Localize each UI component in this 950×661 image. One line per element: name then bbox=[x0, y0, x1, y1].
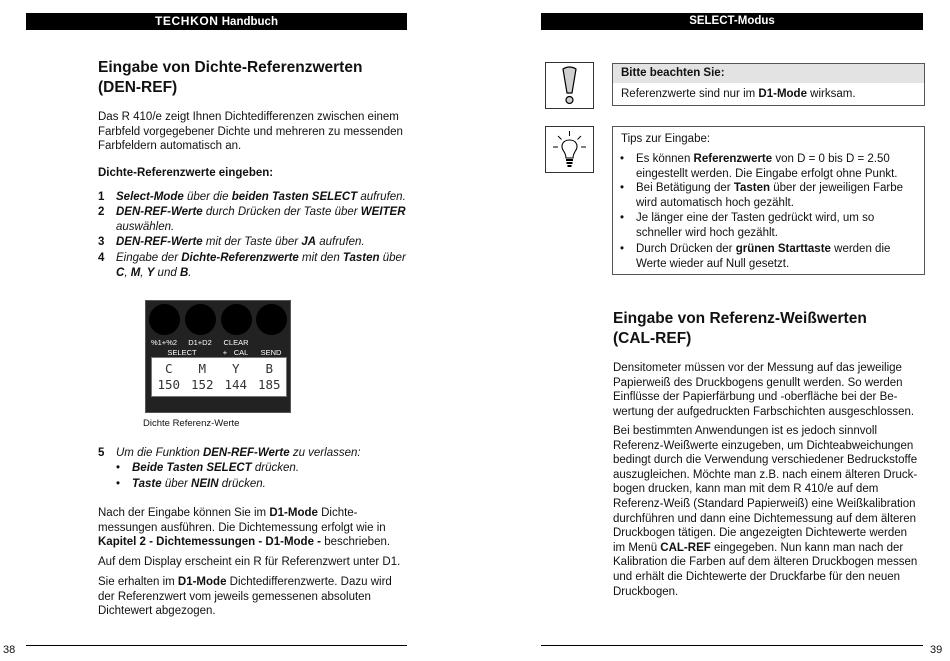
step-1: 1 Select-Mode über die beiden Tasten SELECT aufrufen. bbox=[98, 191, 406, 203]
device-caption: Dichte Referenz-Werte bbox=[143, 418, 240, 429]
left-header-title: Handbuch bbox=[221, 16, 278, 28]
key-label-bottom-3: CAL bbox=[233, 348, 249, 357]
left-header-bar bbox=[26, 13, 407, 30]
lcd-letter-m: M bbox=[198, 361, 207, 376]
key-label-bottom-4: SEND bbox=[260, 348, 282, 357]
right-header-title: SELECT-Modus bbox=[689, 15, 775, 27]
step-4: 4 Eingabe der Dichte-Referenzwerte mit den Tasten über C, M, Y und B. bbox=[98, 252, 406, 279]
key-label-bottom-1: SELECT bbox=[167, 348, 197, 357]
exclamation-icon bbox=[545, 62, 594, 109]
note-box bbox=[612, 63, 925, 106]
lcd-value-m: 152 bbox=[190, 377, 214, 392]
device-key-4 bbox=[256, 304, 287, 335]
device-display bbox=[151, 357, 287, 397]
right-paragraph-1: Densitometer müssen vor der Messung auf das jeweilige Papierweiß des Druckbogens genullt werden. So werden Einflüsse der Papierfärbung und -oberfläche bei der Be- wertung der aufgedruckten Farbschichten ausgeschlossen. bbox=[613, 362, 915, 418]
lcd-letter-c: C bbox=[164, 361, 173, 376]
key-label-top-3: CLEAR bbox=[223, 338, 249, 347]
right-header-bar bbox=[541, 13, 923, 30]
device-panel bbox=[145, 300, 291, 413]
right-heading: Eingabe von Referenz-Weißwerten (CAL-REF) bbox=[613, 310, 867, 347]
step-3: 3 DEN-REF-Werte mit der Taste über JA aufrufen. bbox=[98, 236, 365, 248]
left-paragraph-3: Sie erhalten im D1-Mode Dichtedifferenzwerte. Dazu wird der Referenzwert vom jeweils gemessenen absoluten Dichtewert abgezogen. bbox=[98, 576, 392, 618]
device-key-2 bbox=[185, 304, 216, 335]
sub-bullet-2: • Taste über NEIN drücken. bbox=[116, 478, 266, 490]
sub-bullet-1: • Beide Tasten SELECT drücken. bbox=[116, 462, 300, 474]
key-label-bottom-2: + bbox=[222, 348, 228, 357]
note-title: Bitte beachten Sie: bbox=[613, 64, 924, 83]
left-paragraph-1: Nach der Eingabe können Sie im D1-Mode Dichte- messungen ausführen. Die Dichtemessung erfolgt wie in Kapitel 2 - Dichtemessungen - D1-Mode - beschrieben. bbox=[98, 507, 391, 549]
left-paragraph-2: Auf dem Display erscheint ein R für Referenzwert unter D1. bbox=[98, 556, 401, 568]
tip-2: • Bei Betätigung der Tasten über der jeweiligen Farbe wird automatisch hoch gezählt. bbox=[620, 182, 904, 209]
note-text: Referenzwerte sind nur im D1-Mode wirksam. bbox=[621, 88, 856, 100]
device-key-1 bbox=[149, 304, 180, 335]
tips-title: Tips zur Eingabe: bbox=[621, 133, 711, 145]
lightbulb-icon bbox=[545, 126, 594, 173]
lcd-value-b: 185 bbox=[257, 377, 281, 392]
tip-3: • Je länger eine der Tasten gedrückt wird, um so schneller wird hoch gezählt. bbox=[620, 212, 875, 239]
lcd-letter-b: B bbox=[265, 361, 274, 376]
techkon-logo: TECHKON bbox=[155, 14, 219, 28]
tips-box bbox=[612, 126, 925, 275]
lcd-letter-y: Y bbox=[231, 361, 240, 376]
key-label-top-2: D1+D2 bbox=[188, 338, 212, 347]
step-2: 2 DEN-REF-Werte durch Drücken der Taste über WEITER auswählen. bbox=[98, 206, 406, 233]
left-page-number: 38 bbox=[3, 644, 16, 656]
lcd-value-c: 150 bbox=[157, 377, 181, 392]
lcd-value-y: 144 bbox=[224, 377, 248, 392]
left-footer-rule bbox=[26, 645, 407, 646]
key-label-top-1: %1+%2 bbox=[150, 338, 178, 347]
left-subheading: Dichte-Referenzwerte eingeben: bbox=[98, 167, 274, 179]
device-key-3 bbox=[221, 304, 252, 335]
right-page-number: 39 bbox=[930, 644, 943, 656]
right-paragraph-2: Bei bestimmten Anwendungen ist es jedoch sinnvoll Referenz-Weißwerte einzugeben, um Dichteabweichungen bedingt durch die Verwendung verschiedener Bedruckstoffe auszugleichen. Möchte man z.B. nach einem älteren Druck- bogen drucken, kann man mit dem R 410/e auf dem Referenz-Weiß (Standard Papierweiß) eine Weißkalibration durchführen und dann eine Dichtemessung auf dem älteren Druckbogen tätigen. Die angezeigten Dichtewerte werden im Menü CAL-REF eingegeben. Nun kann man nach der Kalibration die Farben auf dem älteren Druckbogen messen und erhält die Dichtewerte der Druckfarbe für den neuen Druckbogen. bbox=[613, 425, 918, 598]
left-heading: Eingabe von Dichte-Referenzwerten (DEN-REF) bbox=[98, 59, 363, 96]
tip-1: • Es können Referenzwerte von D = 0 bis D = 2.50 eingestellt werden. Die Eingabe erfolgt ohne Punkt. bbox=[620, 153, 898, 180]
tip-4: • Durch Drücken der grünen Starttaste werden die Werte wieder auf Null gesetzt. bbox=[620, 243, 891, 270]
left-intro: Das R 410/e zeigt Ihnen Dichtedifferenzen zwischen einem Farbfeld vorgegebener Dichte und mehreren zu messenden Farbfeldern automatisch an. bbox=[98, 111, 403, 153]
step-5: 5 Um die Funktion DEN-REF-Werte zu verlassen: bbox=[98, 447, 361, 459]
right-footer-rule bbox=[541, 645, 923, 646]
